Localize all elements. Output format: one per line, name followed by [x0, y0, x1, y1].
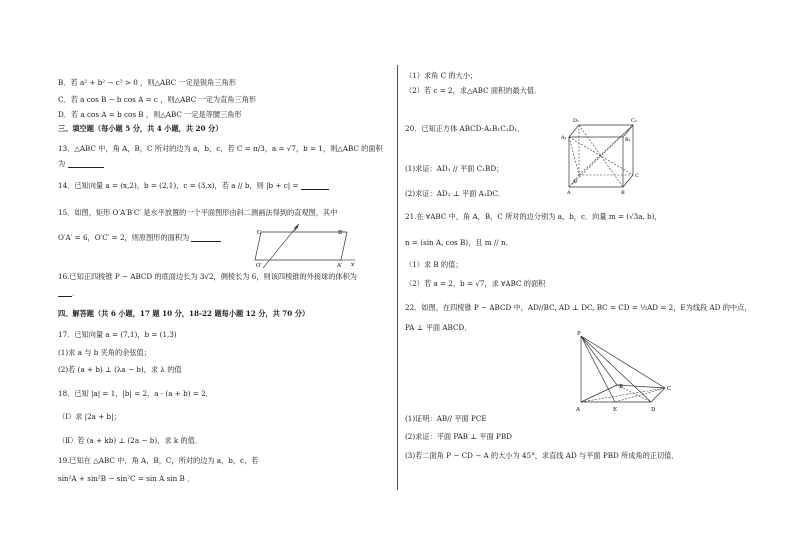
label-a: A′: [337, 263, 343, 269]
cube-figure: [561, 113, 645, 196]
label-o: O′: [256, 263, 262, 269]
label-b: B: [619, 384, 624, 390]
question-19-part1: （1）求角 C 的大小；: [405, 71, 478, 80]
question-22: 22．如图，在四棱锥 P − ABCD 中，AD//BC, AD ⊥ DC, BC = CD = ½AD = 2，E为线段 AD 的中点，: [405, 303, 752, 312]
question-22-part2: (2)求证：平面 PAB ⊥ 平面 PBD: [405, 432, 512, 441]
question-19: 19.已知在 △ABC 中，角 A，B，C，所对的边为 a，b，c，若: [58, 456, 259, 465]
question-13-tail: 为: [58, 159, 104, 168]
question-21: 21.在 ∀ABC 中，角 A，B，C 所对的边分别为 a，b，c．向量 m = (√3a, b)，: [405, 212, 662, 221]
section-solution-heading: 四、解答题（共 6 小题，17 题 10 分，18-22 题每小题 12 分，共 70 分）: [58, 309, 310, 318]
oblique-rectangle-figure: [255, 222, 355, 270]
label-d: D: [651, 407, 656, 413]
question-15-line2: O′A′ = 6，O′C′ = 2，则原图形的面积为: [58, 233, 221, 242]
section-fill-blank-heading: 三、填空题（每小题 5 分，共 4 小题，共 20 分）: [58, 124, 223, 133]
question-22-part3: (3)若二面角 P − CD − A 的大小为 45°，求直线 AD 与平面 PBD 所成角的正切值．: [405, 451, 679, 460]
question-16-blank: ．: [58, 288, 79, 297]
label-e: E: [613, 407, 618, 413]
label-c: C: [635, 173, 639, 179]
question-17-part1: (1)求 a 与 b 夹角的余弦值；: [58, 348, 151, 357]
question-20-part1: (1)求证：AD₁ // 平面 C₁BD；: [405, 164, 504, 173]
question-22-part1: (1)证明：AB// 平面 PCE: [405, 414, 487, 423]
question-21-part1: （1）求 B 的值；: [405, 260, 463, 269]
question-20: 20．已知正方体 ABCD-A₁B₁C₁D₁．: [405, 124, 525, 133]
question-15-line1: 15．如图，矩形 O′A′B′C′ 是水平放置的一个平面图形由斜二测画法得到的直观图，其中: [58, 208, 338, 217]
label-a: A: [567, 190, 571, 196]
option-b: B．若 a² + b² − c² > 0 ，则△ABC 一定是锐角三角形: [58, 78, 236, 87]
label-c: C: [667, 386, 672, 392]
cube-top-face: [569, 125, 633, 137]
column-divider: [397, 65, 398, 490]
question-16: 16.已知正四棱锥 P − ABCD 的底面边长为 3√2，侧棱长为 6，则该四棱锥的外接球的体积为: [58, 272, 357, 281]
question-18: 18．已知 |a| = 1，|b| = 2，a · (a + b) = 2．: [58, 389, 213, 398]
label-c1: C₁: [631, 118, 637, 124]
question-22-condition: PA ⊥ 平面 ABCD．: [405, 323, 472, 332]
label-d: D: [573, 179, 578, 185]
label-b: B: [621, 190, 625, 196]
question-17-part2: (2)若 (a + b) ⊥ (λa − b)，求 λ 的值: [58, 365, 182, 374]
pyramid-figure: [575, 330, 685, 416]
question-13: 13．△ABC 中，角 A，B，C 所对的边为 a，b，c，若 C = π/3，a = √7，b = 1，则△ABC 的面积: [58, 144, 383, 153]
label-d1: D₁: [573, 118, 580, 124]
option-d: D．若 a cos A = b cos B ，则△ABC 一定是等腰三角形: [58, 110, 242, 119]
label-y: y′: [294, 226, 299, 232]
question-19-equation: sin²A + sin²B − sin²C = sin A sin B ．: [58, 474, 195, 483]
question-21-part2: （2）若 a = 2，b = √7，求 ∀ABC 的面积: [405, 279, 546, 288]
question-20-part2: (2)求证：AD₁ ⊥ 平面 A₁DC．: [405, 189, 506, 198]
question-21-vectors: n = (sin A, cos B)，且 m // n．: [405, 238, 513, 247]
label-x: x′: [351, 262, 356, 268]
label-p: P: [577, 331, 581, 337]
label-b1: B₁: [625, 137, 631, 143]
question-18-part2: （Ⅱ）若 (a + kb) ⊥ (2a − b)，求 k 的值．: [58, 436, 203, 445]
label-b: B′: [338, 230, 344, 236]
question-14: 14．已知向量 a = (x,2)，b = (2,1)，c = (3,x)，若 a // b，则 |b + c| =: [58, 181, 329, 190]
label-c: C: [257, 230, 262, 236]
question-17: 17．已知向量 a = (7,1)，b = (1,3): [58, 330, 177, 339]
rectangle-outline: [255, 232, 347, 260]
question-19-part2: （2）若 c = 2，求△ABC 面积的最大值．: [405, 86, 542, 95]
label-a: A: [576, 407, 580, 413]
label-a1: A₁: [561, 135, 567, 141]
option-c: C．若 a cos B − b cos A = c ，则△ABC 一定为直角三角形: [58, 95, 257, 104]
question-18-part1: （Ⅰ）求 |2a + b|；: [58, 412, 121, 421]
